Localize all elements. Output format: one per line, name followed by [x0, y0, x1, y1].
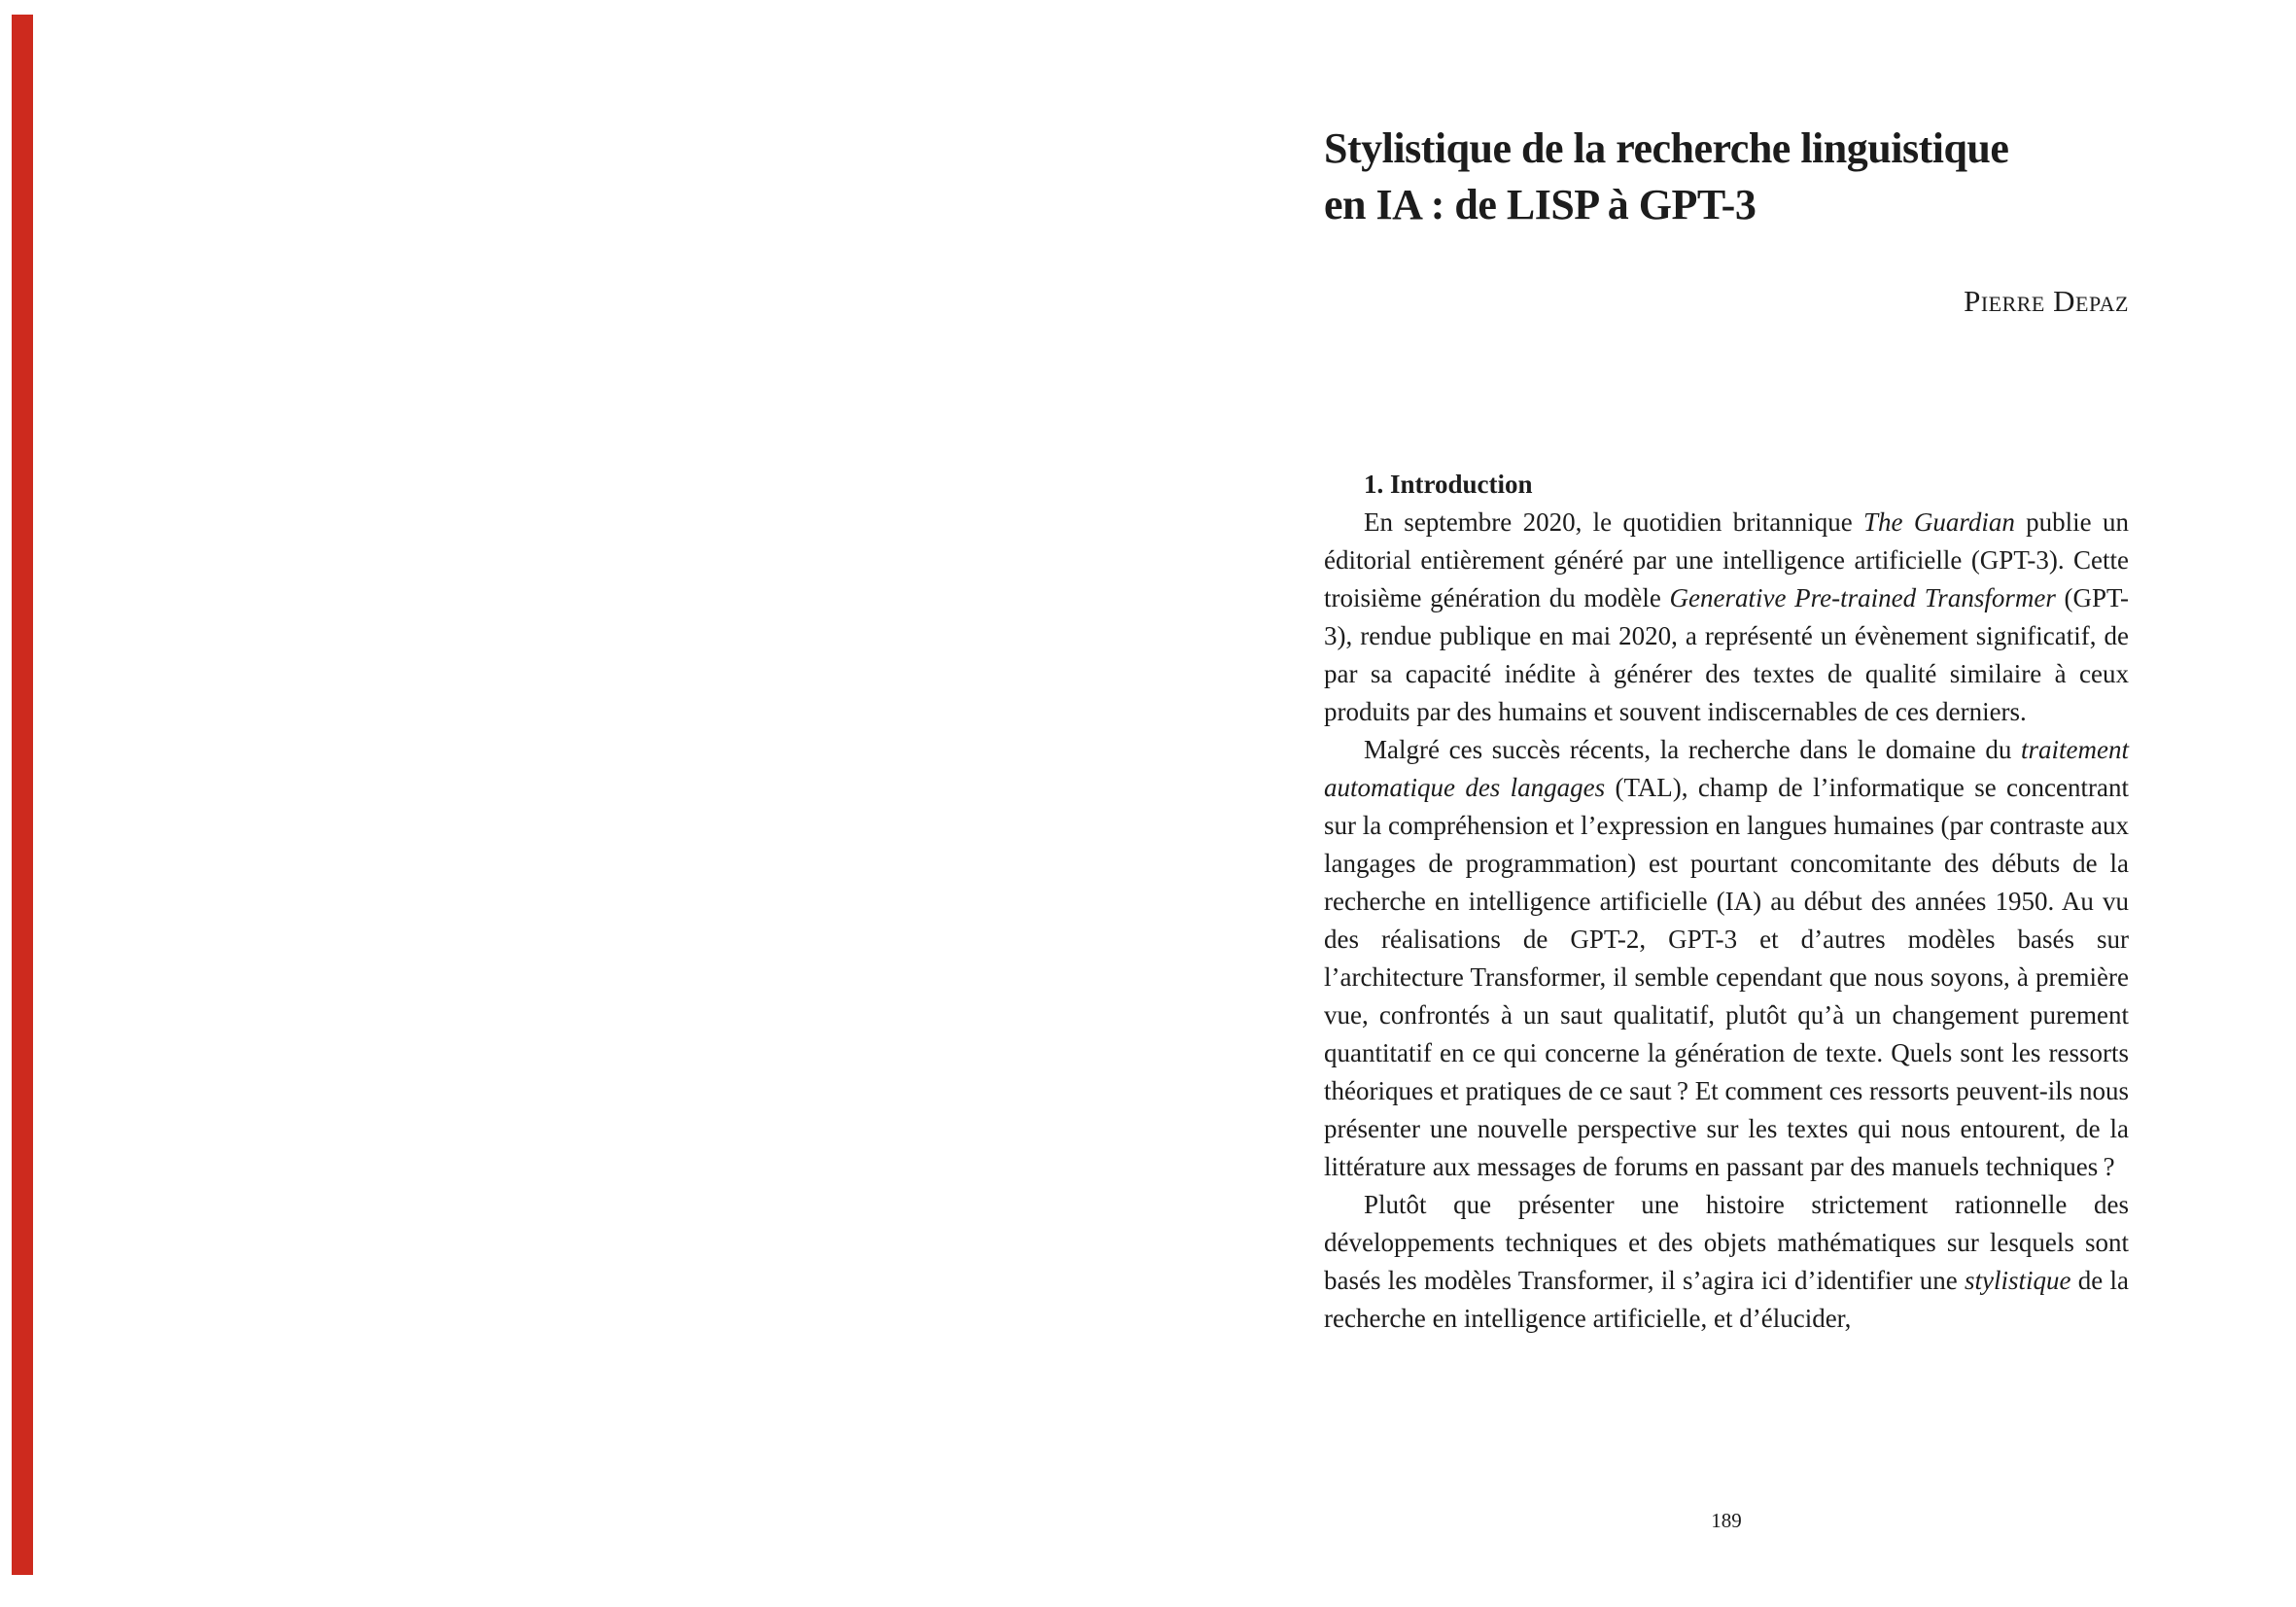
text-column [1324, 0, 2129, 1607]
section-heading: 1. Introduction [1364, 470, 1533, 499]
paragraph-2: Malgré ces succès récents, la recherche dans le domaine du traitement automatique des langages (TAL), champ de l’informatique se concentrant sur la compréhension et l’expression en langues humaines (par contraste aux langages de programmation) est pourtant concomitante des débuts de la recherche en intelligence artificielle (IA) au début des années 1950. Au vu des réalisations de GPT-2, GPT-3 et d’autres modèles basés sur l’architecture Transformer, il semble cependant que nous soyons, à première vue, confrontés à un saut qualitatif, plutôt qu’à un changement purement quantitatif en ce qui concerne la génération de texte. Quels sont les ressorts théoriques et pratiques de ce saut ? Et comment ces ressorts peuvent-ils nous présenter une nouvelle perspective sur les textes qui nous entourent, de la littérature aux messages de forums en passant par des manuels techniques ? [1324, 735, 2129, 1181]
author-name: Pierre Depaz [1964, 284, 2129, 318]
paragraph-1: En septembre 2020, le quotidien britannique The Guardian publie un éditorial entièrement généré par une intelligence artificielle (GPT-3). Cette troisième génération du modèle Generative Pre-trained Transformer (GPT-3), rendue publique en mai 2020, a représenté un évènement significatif, de par sa capacité inédite à générer des textes de qualité similaire à ceux produits par des humains et souvent indiscernables de ces derniers. [1324, 507, 2130, 726]
page-edge-accent-ribbon [12, 15, 33, 1575]
paragraph-3: Plutôt que présenter une histoire strictement rationnelle des développements techniques et des objets mathématiques sur lesquels sont basés les modèles Transformer, il s’agira ici d’identifier une stylistique de la recherche en intelligence artificielle, et d’élucider, [1324, 1190, 2129, 1333]
page-number: 189 [1711, 1509, 1742, 1532]
article-body [1324, 466, 2129, 1338]
article-title [1324, 121, 2008, 233]
article-title-line2: en IA : de LISP à GPT-3 [1324, 181, 1757, 228]
article-title-line1: Stylistique de la recherche linguistique [1324, 124, 2009, 172]
